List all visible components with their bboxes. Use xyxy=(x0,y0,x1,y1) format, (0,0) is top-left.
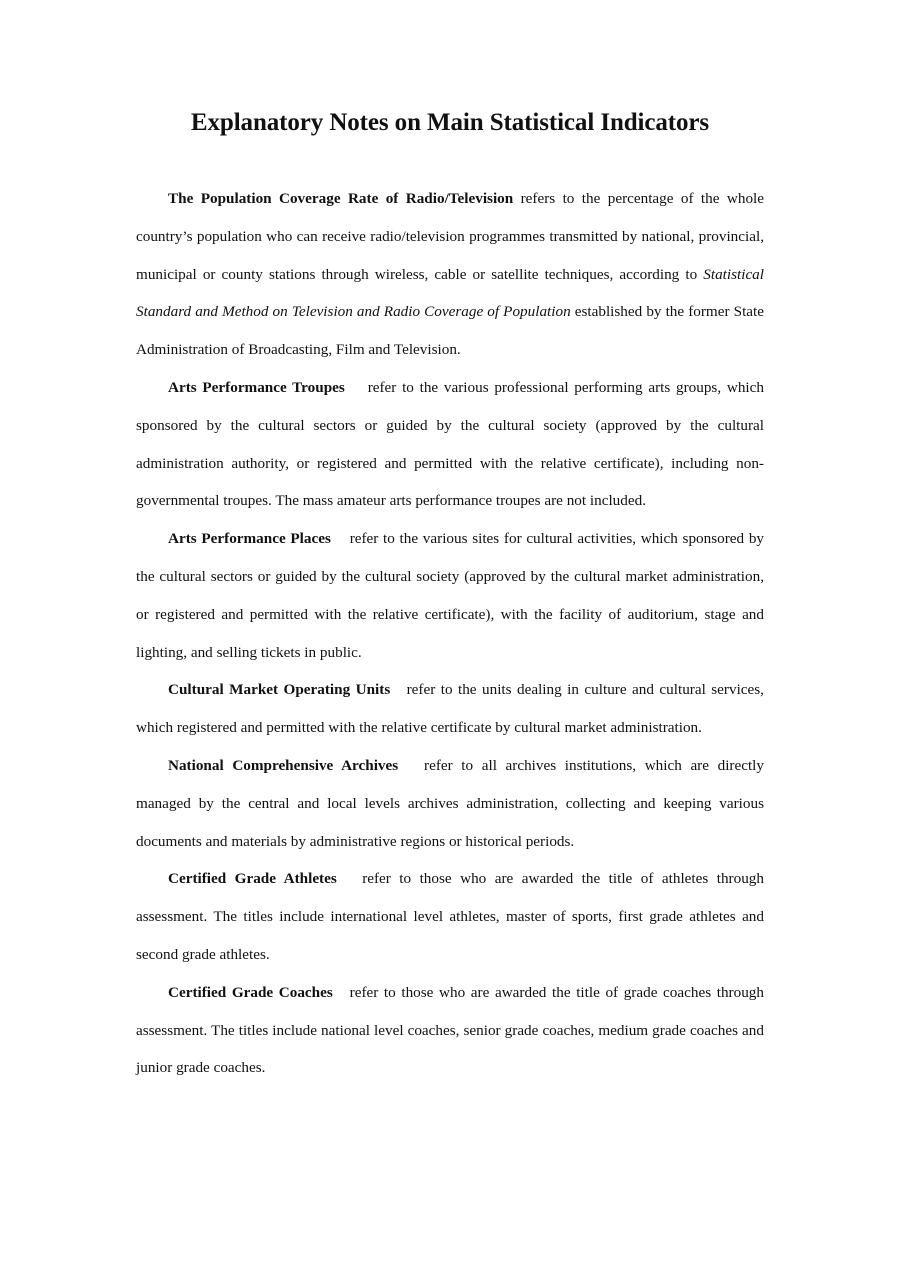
term-spacer xyxy=(333,984,350,1001)
term-spacer xyxy=(337,870,362,887)
definition-cultural-market-operating-units xyxy=(136,671,764,747)
definition-national-comprehensive-archives xyxy=(136,747,764,860)
definition-text: refer to the units dealing in culture and cultural services, which registered and permitted with the relative certificate by cultural market administration. xyxy=(136,681,764,737)
definition-term: Certified Grade Coaches xyxy=(168,983,333,1001)
definition-certified-grade-athletes xyxy=(136,860,764,973)
document-body xyxy=(136,180,764,1087)
definition-text: refers to the percentage of the whole country’s population who can receive radio/television programmes transmitted by national, provincial, municipal or county stations through wireless, cable or satellite techniques, according to xyxy=(136,190,764,283)
definition-term: National Comprehensive Archives xyxy=(168,756,399,774)
definition-term: The Population Coverage Rate of Radio/Television xyxy=(168,190,514,207)
definition-text: refer to the various sites for cultural activities, which sponsored by the cultural sectors or guided by the cultural society (approved by the cultural market administration, or registered and permitted with the relative certificate), with the facility of auditorium, stage and lighting, and selling tickets in public. xyxy=(136,530,765,661)
definition-term: Arts Performance Places xyxy=(168,530,331,548)
term-spacer xyxy=(331,530,350,547)
definition-text: refer to those who are awarded the title of grade coaches through assessment. The titles include national level coaches, senior grade coaches, medium grade coaches and junior grade coaches. xyxy=(136,983,764,1077)
definition-arts-performance-places xyxy=(136,520,764,671)
definition-text: refer to the various professional performing arts groups, which sponsored by the cultural sectors or guided by the cultural society (approved by the cultural administration authority, or registered and permitted with the relative certificate), including non-governmental troupes. The mass amateur arts performance troupes are not included. xyxy=(136,378,764,510)
definition-standard-title: Statistical Standard and Method on Television and Radio Coverage of Population xyxy=(136,265,764,321)
definition-arts-performance-troupes xyxy=(136,369,764,520)
definition-text: refer to all archives institutions, which are directly managed by the central and local levels archives administration, collecting and keeping various documents and materials by administrative regions or historical periods. xyxy=(136,756,764,850)
definition-text-continued: established by the former State Administration of Broadcasting, Film and Television. xyxy=(136,303,764,359)
definition-term: Certified Grade Athletes xyxy=(168,870,337,888)
definition-certified-grade-coaches xyxy=(136,974,764,1087)
definition-term: Cultural Market Operating Units xyxy=(168,681,391,699)
term-spacer xyxy=(513,190,520,207)
definition-text: refer to those who are awarded the title of athletes through assessment. The titles include international level athletes, master of sports, first grade athletes and second grade athletes. xyxy=(136,870,764,963)
term-spacer xyxy=(390,681,406,698)
page-title: Explanatory Notes on Main Statistical Indicators xyxy=(190,109,710,136)
definition-population-coverage-rate xyxy=(136,180,764,369)
term-spacer xyxy=(398,757,424,774)
term-spacer xyxy=(345,379,368,396)
definition-term: Arts Performance Troupes xyxy=(168,378,345,396)
